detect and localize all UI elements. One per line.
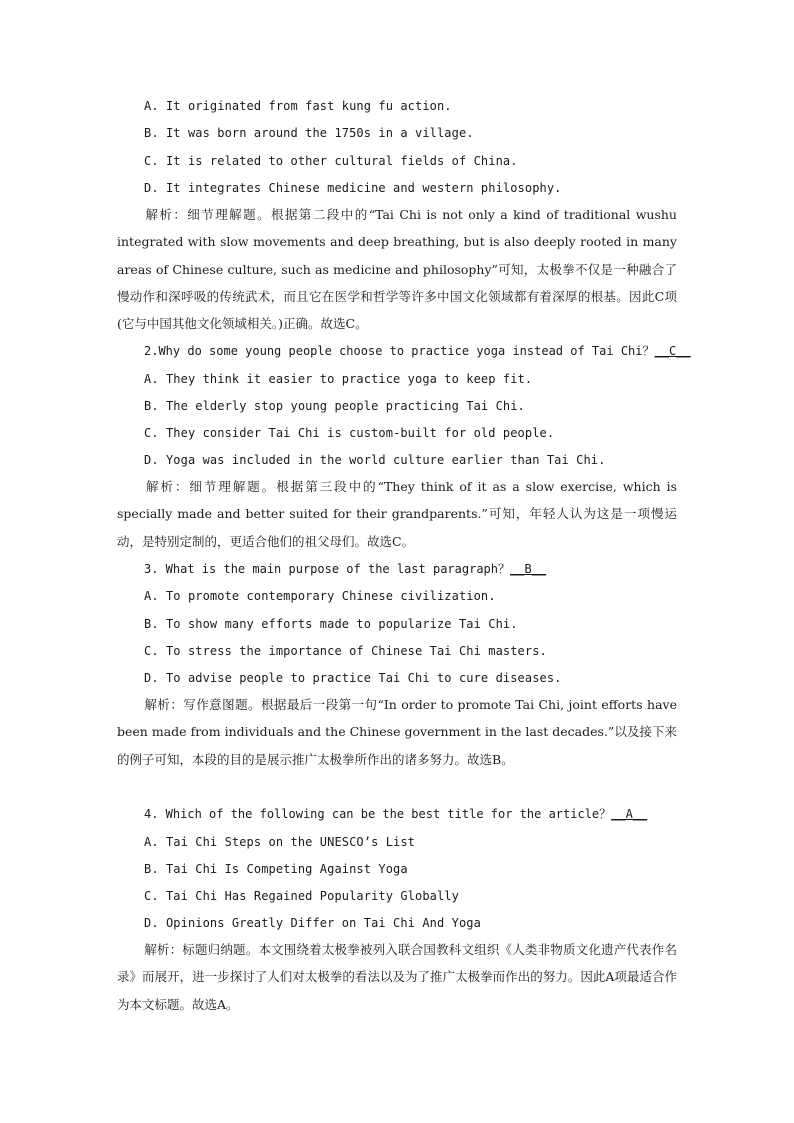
q3-analysis-text: 解析：写作意图题。根据最后一段第一句“In order to promote Tai Chi, joint efforts have been made from individuals and the Chinese government in the last decades.”以及接下来的例子可知，本段的目的是展示推广太极拳所作出的诸多努力。故选B。 bbox=[117, 697, 677, 767]
q4-option-b: B. Tai Chi Is Competing Against Yoga bbox=[144, 862, 408, 876]
q4-analysis-text: 解析：标题归纳题。本文围绕着太极拳被列入联合国教科文组织《人类非物质文化遗产代表作名录》而展开，进一步探讨了人们对太极拳的看法以及为了推广太极拳而作出的努力。因此A项最适合作为本文标题。故选A。 bbox=[117, 942, 677, 1012]
q2-stem bbox=[144, 343, 691, 359]
q1-option-c: C. It is related to other cultural fields of China. bbox=[144, 154, 518, 168]
q2-option-c: C. They consider Tai Chi is custom-built for old people. bbox=[144, 426, 555, 440]
q2-analysis-text: 解析：细节理解题。根据第三段中的“They think of it as a slow exercise, which is specially made and better suited for their grandparents.”可知，年轻人认为这是一项慢运动，是特别定制的，更适合他们的祖父母们。故选C。 bbox=[117, 479, 677, 549]
q3-option-a: A. To promote contemporary Chinese civilization. bbox=[144, 589, 496, 603]
q1-analysis bbox=[117, 201, 677, 337]
q4-analysis bbox=[117, 936, 677, 1018]
q3-option-c: C. To stress the importance of Chinese Tai Chi masters. bbox=[144, 644, 547, 658]
q1-option-b: B. It was born around the 1750s in a village. bbox=[144, 126, 474, 140]
q2-option-d: D. Yoga was included in the world culture earlier than Tai Chi. bbox=[144, 453, 606, 467]
q2-analysis bbox=[117, 473, 677, 555]
q4-stem-text: 4. Which of the following can be the best title for the article？ bbox=[144, 807, 612, 821]
q1-option-a: A. It originated from fast kung fu action. bbox=[144, 99, 452, 113]
q3-stem bbox=[144, 561, 546, 577]
q4-option-a: A. Tai Chi Steps on the UNESCO’s List bbox=[144, 835, 416, 849]
q3-stem-text: 3. What is the main purpose of the last paragraph？ bbox=[144, 562, 511, 576]
q3-option-d: D. To advise people to practice Tai Chi to cure diseases. bbox=[144, 671, 562, 685]
q1-option-d: D. It integrates Chinese medicine and western philosophy. bbox=[144, 181, 562, 195]
q4-stem bbox=[144, 806, 647, 822]
q4-option-c: C. Tai Chi Has Regained Popularity Globally bbox=[144, 889, 459, 903]
q3-option-b: B. To show many efforts made to popularize Tai Chi. bbox=[144, 617, 518, 631]
q4-option-d: D. Opinions Greatly Differ on Tai Chi And Yoga bbox=[144, 916, 481, 930]
q2-answer: __C__ bbox=[654, 344, 691, 358]
q2-option-b: B. The elderly stop young people practicing Tai Chi. bbox=[144, 399, 525, 413]
q1-analysis-text: 解析：细节理解题。根据第二段中的“Tai Chi is not only a kind of traditional wushu integrated with slow movements and deep breathing, but is also deeply rooted in many areas of Chinese culture, such as medicine and philosophy”可知，太极拳不仅是一种融合了慢动作和深呼吸的传统武术，而且它在医学和哲学等许多中国文化领域都有着深厚的根基。因此C项(它与中国其他文化领域相关。)正确。故选C。 bbox=[117, 207, 677, 332]
q3-analysis bbox=[117, 691, 677, 773]
q3-answer: __B__ bbox=[510, 562, 547, 576]
q2-stem-text: 2.Why do some young people choose to practice yoga instead of Tai Chi？ bbox=[144, 344, 655, 358]
q4-answer: __A__ bbox=[611, 807, 648, 821]
q2-option-a: A. They think it easier to practice yoga to keep fit. bbox=[144, 372, 533, 386]
